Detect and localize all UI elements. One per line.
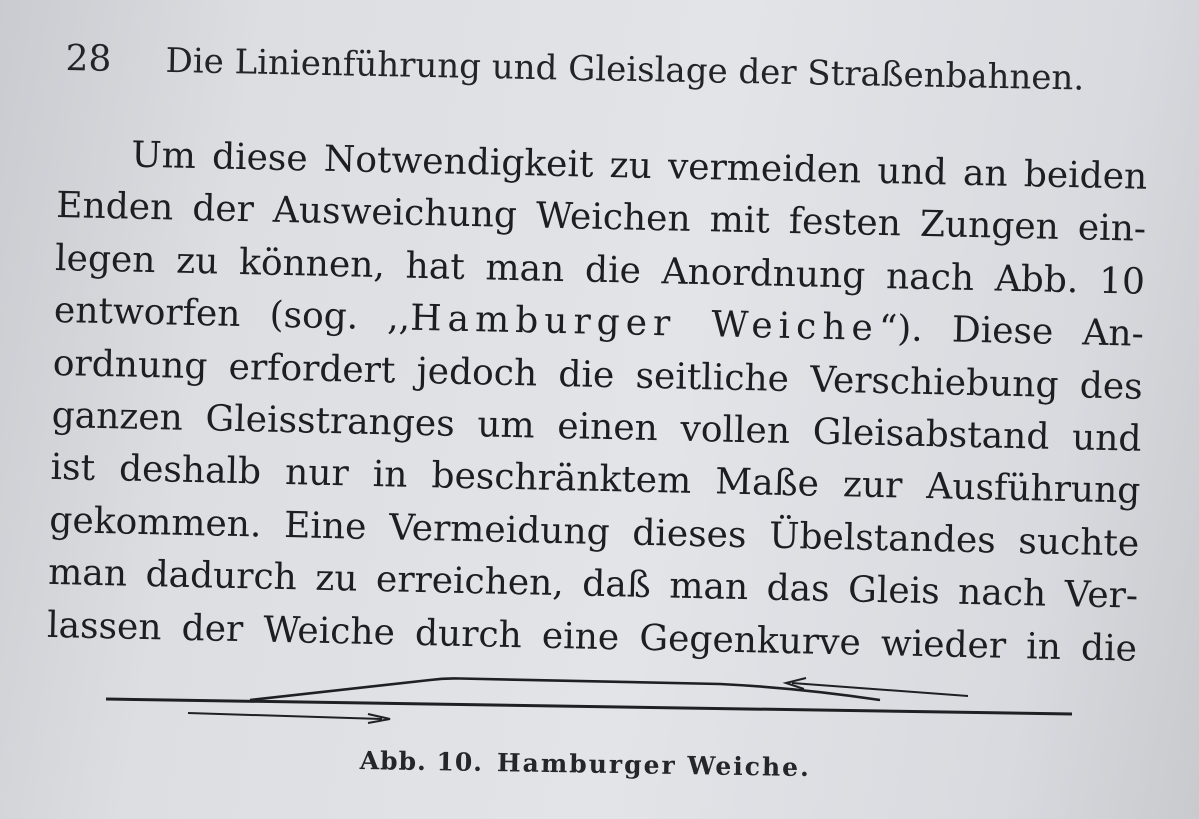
text-line-6: ganzen Gleisstranges um einen vollen Gleisabstand und [51, 394, 1142, 460]
caption-number: Abb. 10. [359, 746, 484, 777]
text-line-7: ist deshalb nur in beschränktem Maße zur Ausführung [50, 447, 1141, 513]
main-track-line [106, 699, 1072, 714]
track-diagram-svg [100, 666, 1080, 728]
diverging-track-line [250, 678, 880, 700]
text-line-9: man dadurch zu erreichen, daß man das Gleis nach Ver- [47, 552, 1139, 617]
text-line-10: lassen der Weiche durch eine Gegenkurve wieder in die [46, 604, 1138, 670]
text-line-3: legen zu können, hat man die Anordnung nach Abb. 10 [54, 237, 1146, 303]
page-number: 28 [65, 38, 112, 80]
caption-title: Hamburger Weiche. [496, 748, 812, 783]
track-diagram [100, 666, 1080, 728]
text-line-5: ordnung erfordert jedoch die seitliche Verschiebung des [52, 342, 1144, 408]
term-hamburger-weiche: Hamburger Weiche [409, 297, 880, 350]
text-line-4-before: entworfen (sog. ,, [53, 290, 411, 339]
page-header-title: Die Linienführung und Gleislage der Straßenbahnen. [165, 40, 1085, 99]
text-line-2: Enden der Ausweichung Weichen mit festen Zungen ein- [55, 185, 1147, 251]
direction-arrow-left-shaft [792, 683, 968, 696]
text-line-1: Um diese Notwendigkeit zu vermeiden und an beiden [130, 134, 1148, 198]
text-line-8: gekommen. Eine Vermeidung dieses Übelstandes suchte [48, 499, 1140, 565]
body-paragraph [47, 128, 1148, 676]
text-line-4-after: “). Diese An- [878, 308, 1145, 355]
running-head [65, 38, 1126, 128]
figure-caption [360, 746, 820, 782]
direction-arrow-right-shaft [188, 713, 382, 719]
